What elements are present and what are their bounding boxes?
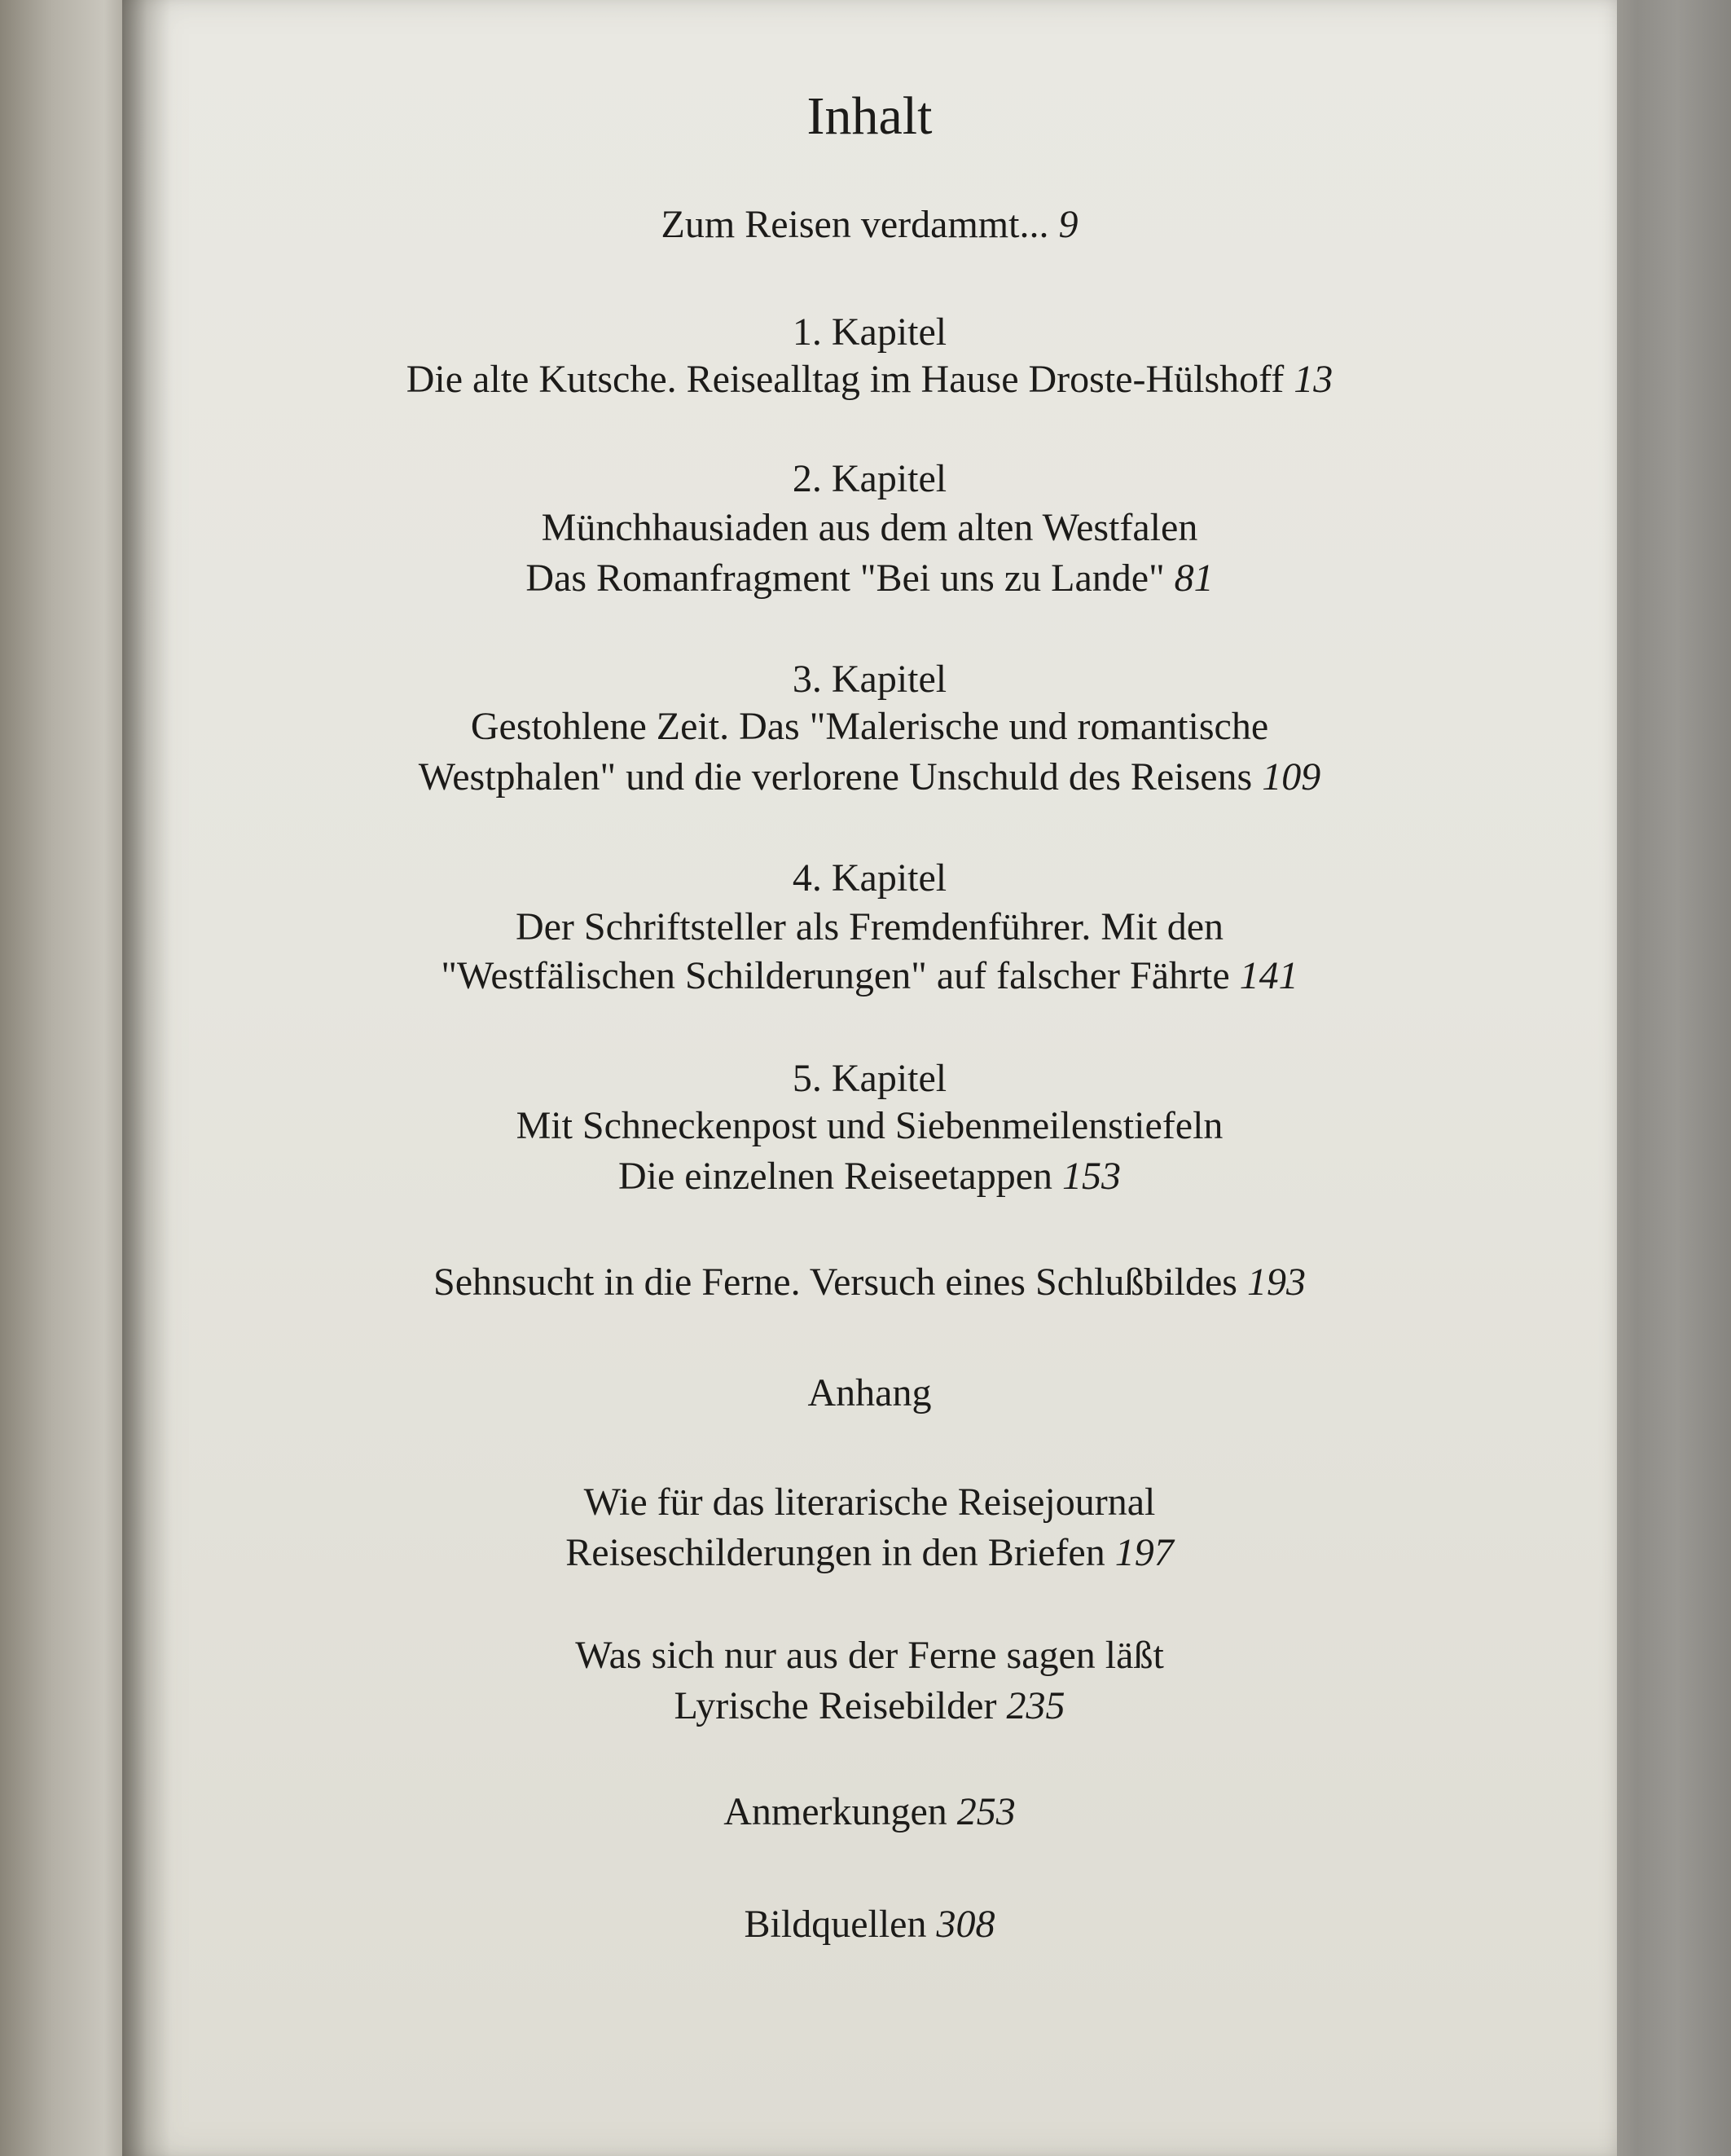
chapter-3-label: 3. Kapitel <box>792 658 947 701</box>
toc-entry-chapter-4 <box>122 953 1617 999</box>
toc-entry-chapter-1 <box>122 357 1617 403</box>
entry-title: Das Romanfragment "Bei uns zu Lande" <box>525 557 1165 600</box>
appendix-1-title-line-1: Wie für das literarische Reisejournal <box>583 1481 1156 1524</box>
toc-entry-appendix-2 <box>122 1683 1617 1729</box>
toc-entry-notes <box>122 1789 1617 1835</box>
toc-heading: Inhalt <box>806 86 933 146</box>
entry-title: Reiseschilderungen in den Briefen <box>565 1531 1105 1574</box>
chapter-1-label: 1. Kapitel <box>792 310 947 354</box>
chapter-2-label: 2. Kapitel <box>792 457 947 500</box>
chapter-4-label: 4. Kapitel <box>792 856 947 900</box>
toc-entry-prolog <box>122 202 1617 248</box>
entry-title: Die einzelnen Reiseetappen <box>617 1155 1053 1198</box>
entry-page-number: 81 <box>1174 557 1214 600</box>
chapter-2-title-line-1: Münchhausiaden aus dem alten Westfalen <box>541 506 1198 549</box>
toc-entry-epilog <box>122 1260 1617 1305</box>
entry-page-number: 193 <box>1246 1261 1306 1304</box>
toc-entry-chapter-3 <box>122 755 1617 800</box>
toc-entry-picture-sources <box>122 1902 1617 1947</box>
entry-title: Die alte Kutsche. Reisealltag im Hause Droste-Hülshoff <box>406 358 1285 401</box>
appendix-2-title-line-1: Was sich nur aus der Ferne sagen läßt <box>575 1634 1164 1677</box>
entry-page-number: 235 <box>1006 1684 1065 1727</box>
toc-entry-appendix-1 <box>122 1530 1617 1576</box>
entry-title: Westphalen" und die verlorene Unschuld des Reisens <box>418 755 1253 799</box>
chapter-3-title-line-1: Gestohlene Zeit. Das "Malerische und romantische <box>470 705 1269 748</box>
entry-title: "Westfälischen Schilderungen" auf falscher Fährte <box>441 954 1230 997</box>
entry-page-number: 253 <box>956 1790 1016 1833</box>
left-page-edge <box>0 0 130 2156</box>
chapter-5-title-line-1: Mit Schneckenpost und Siebenmeilenstiefeln <box>516 1104 1224 1147</box>
toc-entry-chapter-5 <box>122 1154 1617 1199</box>
entry-page-number: 13 <box>1294 358 1333 401</box>
entry-page-number: 197 <box>1114 1531 1174 1574</box>
entry-title: Lyrische Reisebilder <box>674 1684 997 1727</box>
appendix-heading: Anhang <box>807 1371 932 1415</box>
entry-title: Bildquellen <box>744 1903 927 1946</box>
entry-title: Zum Reisen verdammt... <box>661 203 1049 246</box>
chapter-5-label: 5. Kapitel <box>792 1057 947 1100</box>
toc-entry-chapter-2 <box>122 556 1617 601</box>
chapter-4-title-line-1: Der Schriftsteller als Fremdenführer. Mit den <box>515 905 1224 948</box>
entry-title: Anmerkungen <box>723 1790 947 1833</box>
entry-page-number: 109 <box>1262 755 1321 799</box>
entry-page-number: 9 <box>1058 203 1079 246</box>
table-of-contents <box>122 0 1617 2156</box>
entry-title: Sehnsucht in die Ferne. Versuch eines Schlußbildes <box>433 1261 1237 1304</box>
entry-page-number: 308 <box>936 1903 995 1946</box>
entry-page-number: 141 <box>1239 954 1298 997</box>
entry-page-number: 153 <box>1062 1155 1122 1198</box>
